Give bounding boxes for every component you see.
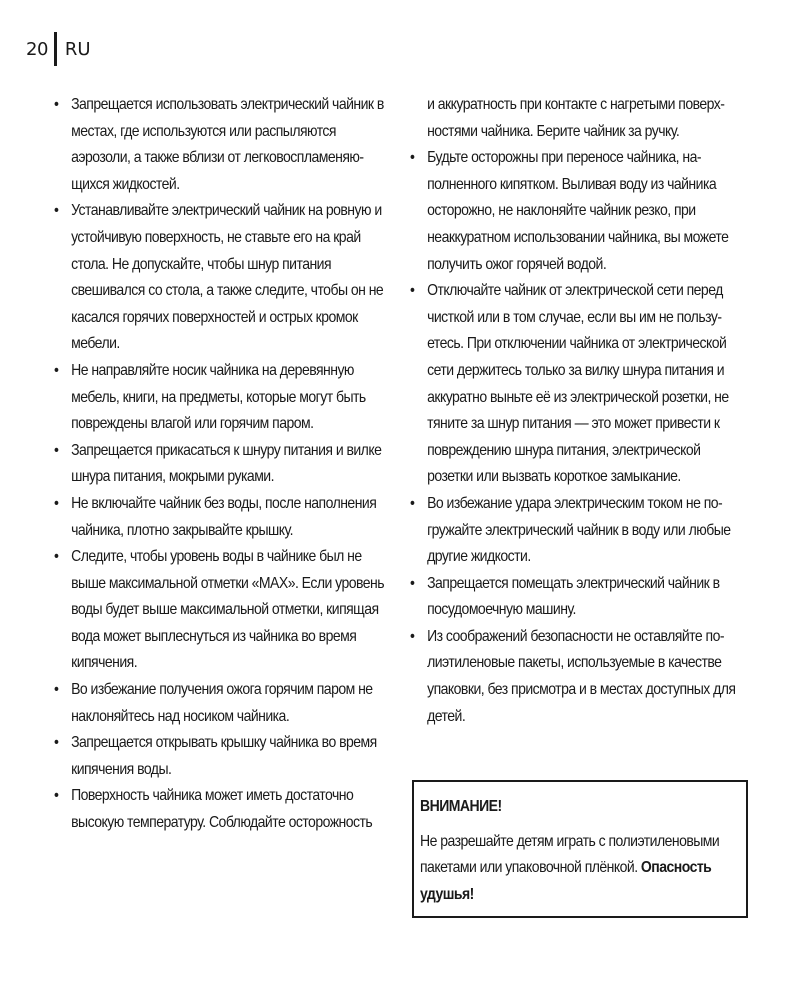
right-column xyxy=(410,92,743,730)
list-item: • Поверхность чайника может иметь достаточно высокую температуру. Соблюдайте осторожность xyxy=(54,783,387,836)
list-item: • Запрещается открывать крышку чайника во время кипячения воды. xyxy=(54,730,387,783)
list-item: • Во избежание удара электрическим током не по-гружайте электрический чайник в воду или любые другие жидкости. xyxy=(410,491,743,571)
page-number: 20 xyxy=(26,38,48,60)
page-header xyxy=(26,32,91,66)
list-item: • Запрещается использовать электрический чайник в местах, где используются или распыляются аэрозоли, а также вблизи от легковоспламеняю-щихся жидкостей. xyxy=(54,92,387,198)
continued-text: и аккуратность при контакте с нагретыми поверх-ностями чайника. Берите чайник за ручку. xyxy=(427,96,725,140)
warning-box xyxy=(412,780,748,918)
left-column xyxy=(54,92,387,837)
header-divider xyxy=(54,32,57,66)
list-item: • Запрещается помещать электрический чайник в посудомоечную машину. xyxy=(410,571,743,624)
left-safety-list xyxy=(54,92,387,837)
list-item: • Во избежание получения ожога горячим паром не наклоняйтесь над носиком чайника. xyxy=(54,677,387,730)
list-item: • Из соображений безопасности не оставляйте по-лиэтиленовые пакеты, используемые в качестве упаковки, без присмотра и в местах доступных для детей. xyxy=(410,624,743,730)
list-item: • Не направляйте носик чайника на деревянную мебель, книги, на предметы, которые могут быть повреждены влагой или горячим паром. xyxy=(54,358,387,438)
language-code: RU xyxy=(64,38,91,60)
right-safety-list xyxy=(410,145,743,730)
list-item: • Будьте осторожны при переносе чайника, на-полненного кипятком. Выливая воду из чайника осторожно, не наклоняйте чайник резко, при неаккуратном использовании чайника, вы можете получить ожог горячей водой. xyxy=(410,145,743,278)
warning-emphasis: Опасность удушья! xyxy=(420,859,712,903)
list-item: • Устанавливайте электрический чайник на ровную и устойчивую поверхность, не ставьте его на край стола. Не допускайте, чтобы шнур питания свешивался со стола, а также следите, чтобы он не касался горячих поверхностей и острых кромок мебели. xyxy=(54,198,387,358)
warning-text xyxy=(420,829,744,909)
warning-title: ВНИМАНИЕ! xyxy=(420,798,502,815)
list-item: • Запрещается прикасаться к шнуру питания и вилке шнура питания, мокрыми руками. xyxy=(54,438,387,491)
list-item: • Отключайте чайник от электрической сети перед чисткой или в том случае, если вы им не пользу-етесь. При отключении чайника от электрической сети держитесь только за вилку шнура питания и аккуратно выньте её из электрической розетки, не тяните за шнур питания — это может привести к повреждению шнура питания, электрической розетки или вызвать короткое замыкание. xyxy=(410,278,743,491)
list-item: • Не включайте чайник без воды, после наполнения чайника, плотно закрывайте крышку. xyxy=(54,491,387,544)
warning-body: Не разрешайте детям играть с полиэтиленовыми пакетами или упаковочной плёнкой. xyxy=(420,832,720,877)
list-item: • Следите, чтобы уровень воды в чайнике был не выше максимальной отметки «MAX». Если уровень воды будет выше максимальной отметки, кипящая вода может выплеснуться из чайника во время кипячения. xyxy=(54,544,387,677)
